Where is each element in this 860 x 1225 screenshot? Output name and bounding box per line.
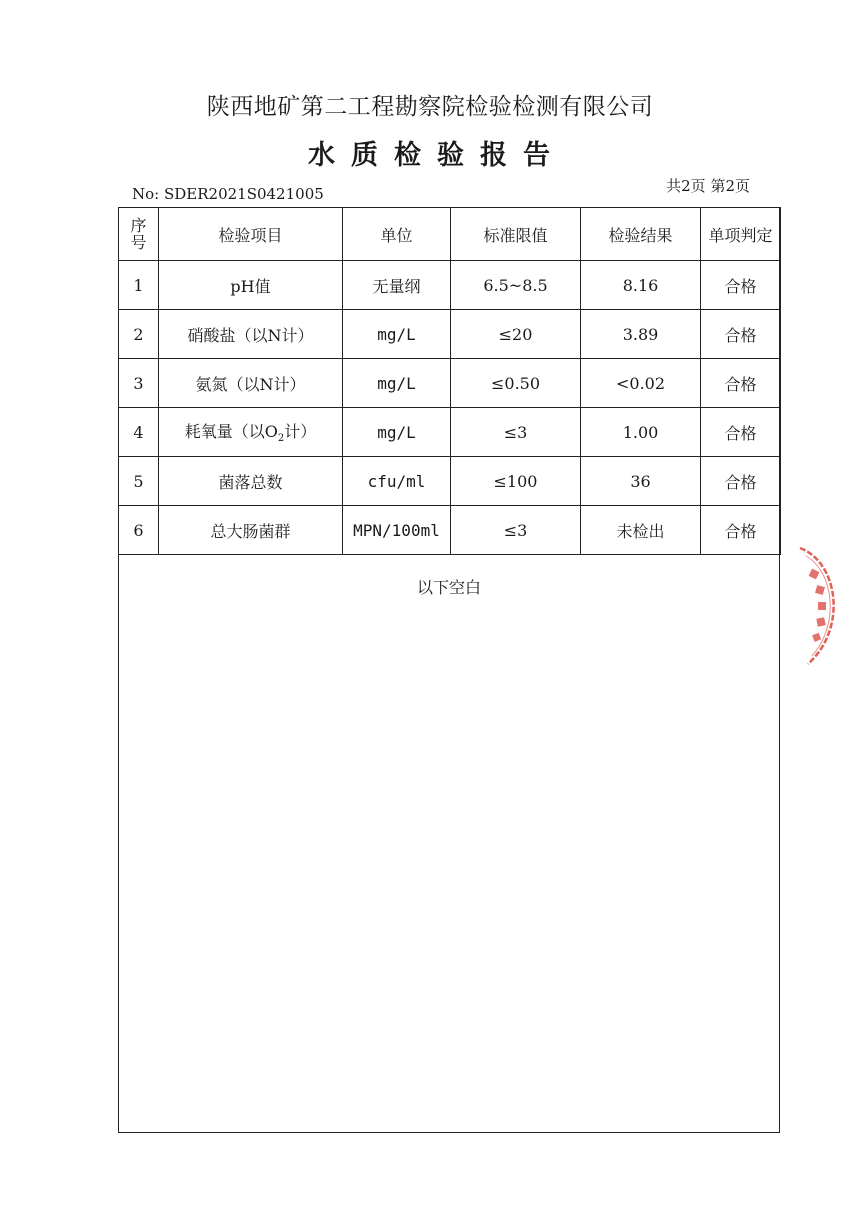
row-item [159, 506, 343, 555]
row-item-text: 氨氮（以N计） [195, 374, 306, 394]
results-table [118, 207, 781, 555]
row-item-tail: 计） [284, 422, 317, 442]
row-verdict: 合格 [701, 408, 781, 457]
row-limit: ≤3 [451, 506, 581, 555]
row-serial: 3 [119, 359, 159, 408]
row-unit: mg/L [343, 408, 451, 457]
row-item [159, 408, 343, 457]
table-row [119, 359, 781, 408]
row-limit: 6.5~8.5 [451, 261, 581, 310]
col-header-limit: 标准限值 [451, 208, 581, 261]
row-limit: ≤3 [451, 408, 581, 457]
row-result: 1.00 [581, 408, 701, 457]
row-item-text: 硝酸盐（以N计） [187, 325, 314, 345]
row-result: 36 [581, 457, 701, 506]
col-header-verdict: 单项判定 [701, 208, 781, 261]
row-serial: 5 [119, 457, 159, 506]
row-unit: mg/L [343, 359, 451, 408]
table-header-row [119, 208, 781, 261]
row-verdict: 合格 [701, 506, 781, 555]
row-verdict: 合格 [701, 359, 781, 408]
row-unit: MPN/100ml [343, 506, 451, 555]
row-serial: 2 [119, 310, 159, 359]
row-item-text: 总大肠菌群 [210, 521, 291, 541]
row-unit: mg/L [343, 310, 451, 359]
table-row [119, 457, 781, 506]
row-unit: 无量纲 [343, 261, 451, 310]
table-row [119, 408, 781, 457]
row-unit: cfu/ml [343, 457, 451, 506]
row-serial: 4 [119, 408, 159, 457]
row-verdict: 合格 [701, 261, 781, 310]
blank-below-note: 以下空白 [416, 578, 481, 597]
report-title: 水质检验报告 [308, 140, 566, 171]
row-result: <0.02 [581, 359, 701, 408]
col-header-serial-label: 序号 [130, 216, 147, 252]
col-header-result: 检验结果 [581, 208, 701, 261]
row-item-subscript: 2 [277, 433, 285, 445]
table-row [119, 310, 781, 359]
row-item [159, 261, 343, 310]
row-limit: ≤100 [451, 457, 581, 506]
table-row [119, 506, 781, 555]
row-result: 8.16 [581, 261, 701, 310]
col-header-serial [119, 208, 159, 261]
row-item-text: pH值 [230, 276, 271, 296]
row-item [159, 310, 343, 359]
row-item [159, 457, 343, 506]
row-result: 未检出 [581, 506, 701, 555]
col-header-item: 检验项目 [159, 208, 343, 261]
row-item-text: 耗氧量（以O [184, 422, 278, 442]
report-number: No: SDER2021S0421005 [132, 185, 324, 203]
col-header-unit: 单位 [343, 208, 451, 261]
row-verdict: 合格 [701, 457, 781, 506]
page-info: 共2页 第2页 [666, 177, 750, 195]
organization-name: 陕西地矿第二工程勘察院检验检测有限公司 [206, 94, 654, 120]
row-limit: ≤20 [451, 310, 581, 359]
row-item-text: 菌落总数 [218, 472, 283, 492]
table-row [119, 261, 781, 310]
row-item [159, 359, 343, 408]
row-result: 3.89 [581, 310, 701, 359]
row-verdict: 合格 [701, 310, 781, 359]
row-serial: 6 [119, 506, 159, 555]
row-limit: ≤0.50 [451, 359, 581, 408]
partial-seal-stamp [790, 540, 860, 670]
row-serial: 1 [119, 261, 159, 310]
